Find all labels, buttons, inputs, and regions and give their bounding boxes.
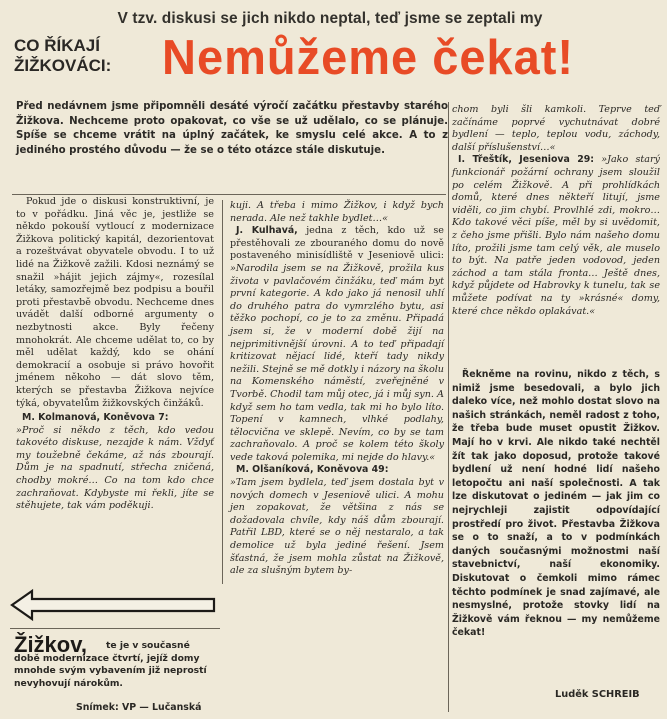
interviewee-name: M. Kolmanová, Koněvova 7: — [22, 412, 169, 424]
photo-credit: Snímek: VP — Lučanská — [76, 702, 202, 713]
photo-caption: te je v současné době modernizace čtvrtí, jejíž domy mnohde svým vybavením již neprostí nevyhovují nárokům. — [14, 640, 207, 689]
article-column-3 — [452, 104, 660, 318]
main-headline: Nemůžeme čekat! — [162, 29, 575, 85]
quote: »Tam jsem bydlela, teď jsem dostala byt v nových domech v Jeseniově ulici. A mohu jen zopakovat, že většina z nás se dožadovala chvíle, kdy náš dům zbourají. Patřil LBD, které se o něj nestaralo, a tak demolice už byla jediné řešení. Jsem šťastná, že jsem mohla zůstat na Žižkově, ale za slušným bytem by- — [230, 477, 444, 577]
left-arrow-icon — [10, 588, 216, 622]
article-column-2 — [230, 200, 444, 578]
lead-rule — [12, 194, 446, 195]
author-signature: Luděk SCHREIB — [555, 689, 640, 700]
interviewee-name: M. Olšaníková, Koněvova 49: — [236, 464, 389, 476]
body-paragraph: Pokud jde o diskusi konstruktivní, je to v pořádku. Jiná věc je, jestliže se někdo pokouší vytloucí z modernizace Žižkova politický kapitál, dezorientovat a rozeštvávat obyvatele obvodu. I to už lidé na Žižkově zažili. Kdosi neznámý se snažil »hájit jejich zájmy«, rozesílal letáky, samozřejmě bez podpisu a bouřil proti přestavbě obvodu. Nechceme dnes uvádět další odborné argumenty o nezbytnosti akce. Byly řečeny mnohokrát. Ale chceme udělat to, co by měl udělat každý, kdo se ohání demokracií a osobuje si právo hovořit jménem někoho — dát slovo těm, kterých se přestavba Žižkova nejvíce týká, obyvatelům žižkovských činžáků. — [16, 196, 214, 409]
interviewee-name: I. Třeštík, Jeseniova 29: — [458, 154, 595, 166]
subtitle: CO ŘÍKAJÍ ŽIŽKOVÁCI: — [14, 36, 112, 75]
column-rule — [448, 102, 449, 712]
closing-text: Řekněme na rovinu, nikdo z těch, s nimiž jsme besedovali, a bylo jich daleko více, než mohlo dostat slovo na našich stránkách, neměl radost z toho, že třeba bude muset opustit Žižkov. Mají ho v krvi. Ale nikdo také nechtěl žít tak jako doposud, protože takové bydlení už není hodné lidí našeho letopočtu ani naší společnosti. A tak lze diskutovat o jediném — jak jim co nejrychleji zajistit odpovídající prostředí pro život. Přestavba Žižkova se o to snaží, a to v podmínkách daných současnými možnostmi naší stavebnictví, naší ekonomiky. Diskutovat o čemkoli mimo rámec těchto podmínek je snad zajímavé, ale nesmyslné, protože stovky lidí na Žižkově vám řeknou — my nemůžeme čekat! — [452, 369, 660, 639]
quote: chom byli šli kamkoli. Teprve teď začínáme poprvé vychutnávat dobré bydlení — teplo, teplou vodu, záchody, další příslušenství…« — [452, 104, 660, 153]
caption-place: Žižkov, — [14, 632, 87, 657]
caption-rule — [10, 628, 220, 629]
kicker-headline: V tzv. diskusi se jich nikdo neptal, teď jsme se zeptali my — [117, 10, 543, 27]
article-column-1 — [16, 196, 214, 513]
quote: »Narodila jsem se na Žižkově, prožila kus života v pavlačovém činžáku, teď mám byt první kategorie. A kdo jako já nenosil uhlí do druhého patra do vymrzlého bytu, asi těžko pochopí, co je to za změnu. Připadá jsem si, že v moderní době žijí na nejprimitivnější úrovni. A to teď připadají kritizovat nějací lidé, kteří tady nikdy nežili. Stejně se mě dotkly i názory na školu na Komenského náměstí, zveřejněné v Tvorbě. Chodil tam můj otec, já i můj syn. A když sem ho tam vedla, tak mi ho bylo líto. Topení v kamnech, vlhké podlahy, tělocvična ve sklepě. Nevím, co by se tam zachraňovalo. A proč se kolem této školy vede taková polemika, mi nejde do hlavy.« — [230, 262, 444, 463]
lead-paragraph: Před nedávnem jsme připomněli desáté výročí začátku přestavby starého Žižkova. Nechceme proto opakovat, co vše se už udělalo, co se plánuje. Spíše se chceme vrátit na úplný začátek, ke smyslu celé akce. A to z jediného prostého důvodu — že se o této otázce stále diskutuje. — [16, 101, 448, 156]
quote: »Proč si někdo z těch, kdo vedou takovéto diskuse, nezajde k nám. Vždyť my toužebně čekáme, až nás zbourají. Dům je na spadnutí, střecha zničená, chodby mokré… Co na tom kdo chce zachraňovat. Kdybyste mi řekli, jíte se stěhujete, tak vám poděkuji. — [16, 424, 214, 512]
quote: »Jako starý funkcionář požární ochrany jsem sloužil po celém Žižkově. A při prohlídkách domů, které dnes někteří litují, jsme viděli, co jim chybí. Provlhlé zdi, mokro… Kdo takové věci píše, měl by si uvědomit, z čeho jsme přišli. Bylo nám našeho domu líto, prožili jsme tam celý věk, ale muselo to být. Na patře jeden vodovod, jeden záchod a tam stála fronta… Ještě dnes, když půjdete od Habrovky k tunelu, tak se můžete podívat na ty »krásné« domy, které chce někdo oplakávat.« — [452, 154, 660, 317]
closing-paragraph — [452, 368, 660, 640]
body-text: jedna z těch, kdo už se přestěhovali ze zbouraného domu do nově postaveného minisídliště v Jeseniově ulici: — [230, 225, 444, 262]
quote: kuji. A třeba i mimo Žižkov, i když bych nerada. Ale než takhle bydlet…« — [230, 200, 444, 224]
interviewee-name: J. Kulhavá, — [236, 225, 298, 237]
column-rule — [222, 200, 223, 584]
